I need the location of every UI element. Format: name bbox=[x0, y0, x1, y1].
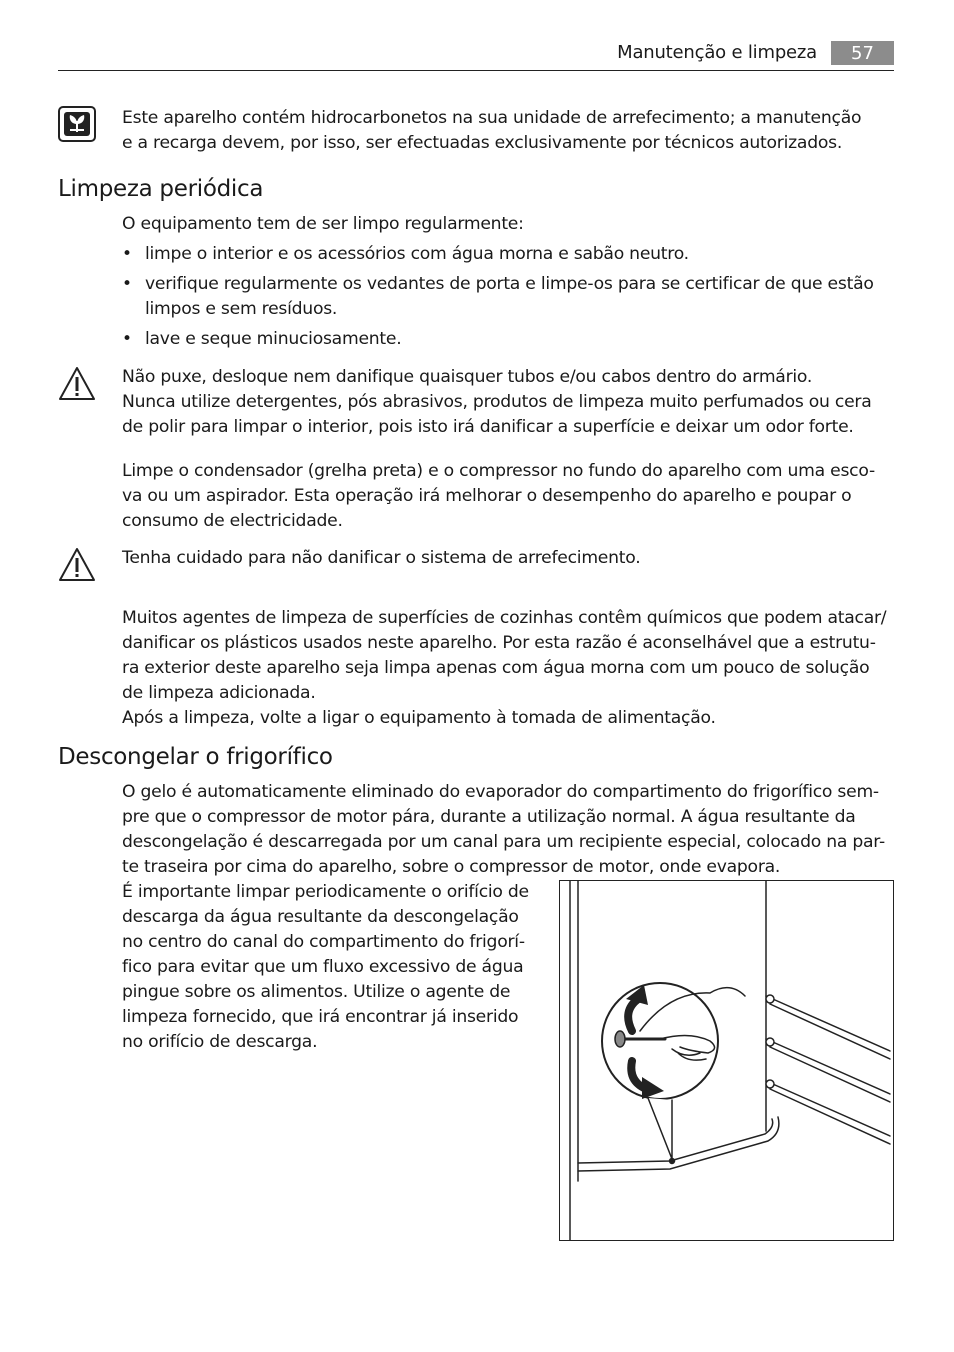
warning-triangle-icon bbox=[58, 366, 96, 406]
section-heading-periodic-cleaning: Limpeza periódica bbox=[58, 176, 264, 202]
warning-text-pipes: Não puxe, desloque nem danifique quaisquer tubos e/ou cabos dentro do armário. Nunca utilize detergentes, pós abrasivos, produtos de limpeza muito perfumados ou cera de polir para limpar o interior, pois isto irá danificar a superfície e deixar um odor forte. bbox=[122, 367, 872, 437]
list-item: • limpe o interior e os acessórios com água morna e sabão neutro. bbox=[122, 242, 897, 267]
list-item: • lave e seque minuciosamente. bbox=[122, 327, 897, 352]
bullet-icon: • bbox=[122, 329, 132, 349]
warning-text-cooling-system: Tenha cuidado para não danificar o sistema de arrefecimento. bbox=[122, 548, 641, 568]
drain-hole-paragraph: É importante limpar periodicamente o orifício de descarga da água resultante da descongelação no centro do canal do compartimento do frigorí- fico para evitar que um fluxo excessivo de água pingue sobre os alimentos. Utilize o agente de limpeza fornecido, que irá encontrar já inserido no orifício de descarga. bbox=[122, 882, 529, 1052]
bullet-icon: • bbox=[122, 244, 132, 264]
running-header: Manutenção e limpeza bbox=[617, 42, 817, 63]
header-rule bbox=[58, 70, 894, 71]
cleaning-agents-paragraph: Muitos agentes de limpeza de superfícies de cozinhas contêm químicos que podem atacar/ danificar os plásticos usados neste aparelho. Por esta razão é aconselhável que a estrutu- ra exterior deste aparelho seja limpa apenas com água morna com um pouco de solução de limpeza adicionada. Após a limpeza, volte a ligar o equipamento à tomada de alimentação. bbox=[122, 608, 887, 728]
defrost-paragraph: O gelo é automaticamente eliminado do evaporador do compartimento do frigorífico sem- pre que o compressor de motor pára, durante a utilização normal. A água resultante da descongelação é descarregada por um canal para um recipiente especial, colocado na par- te traseira por cima do aparelho, sobre o compressor de motor, onde evapora. bbox=[122, 782, 885, 877]
drain-hole-cleaning-illustration bbox=[559, 880, 894, 1241]
cleaning-intro: O equipamento tem de ser limpo regularmente: bbox=[122, 214, 524, 234]
section-heading-defrost: Descongelar o frigorífico bbox=[58, 744, 333, 770]
page-number: 57 bbox=[831, 41, 894, 65]
bullet-icon: • bbox=[122, 274, 132, 294]
list-item: • verifique regularmente os vedantes de porta e limpe-os para se certificar de que estão limpos e sem resíduos. bbox=[122, 274, 874, 319]
warning-triangle-icon bbox=[58, 547, 96, 587]
condenser-paragraph: Limpe o condensador (grelha preta) e o compressor no fundo do aparelho com uma esco- va ou um aspirador. Esta operação irá melhorar o desempenho do aparelho e poupar o consumo de electricidade. bbox=[122, 461, 875, 531]
eco-note-text: Este aparelho contém hidrocarbonetos na sua unidade de arrefecimento; a manutenção e a recarga devem, por isso, ser efectuadas exclusivamente por técnicos autorizados. bbox=[122, 108, 862, 153]
eco-leaf-icon bbox=[58, 106, 96, 146]
